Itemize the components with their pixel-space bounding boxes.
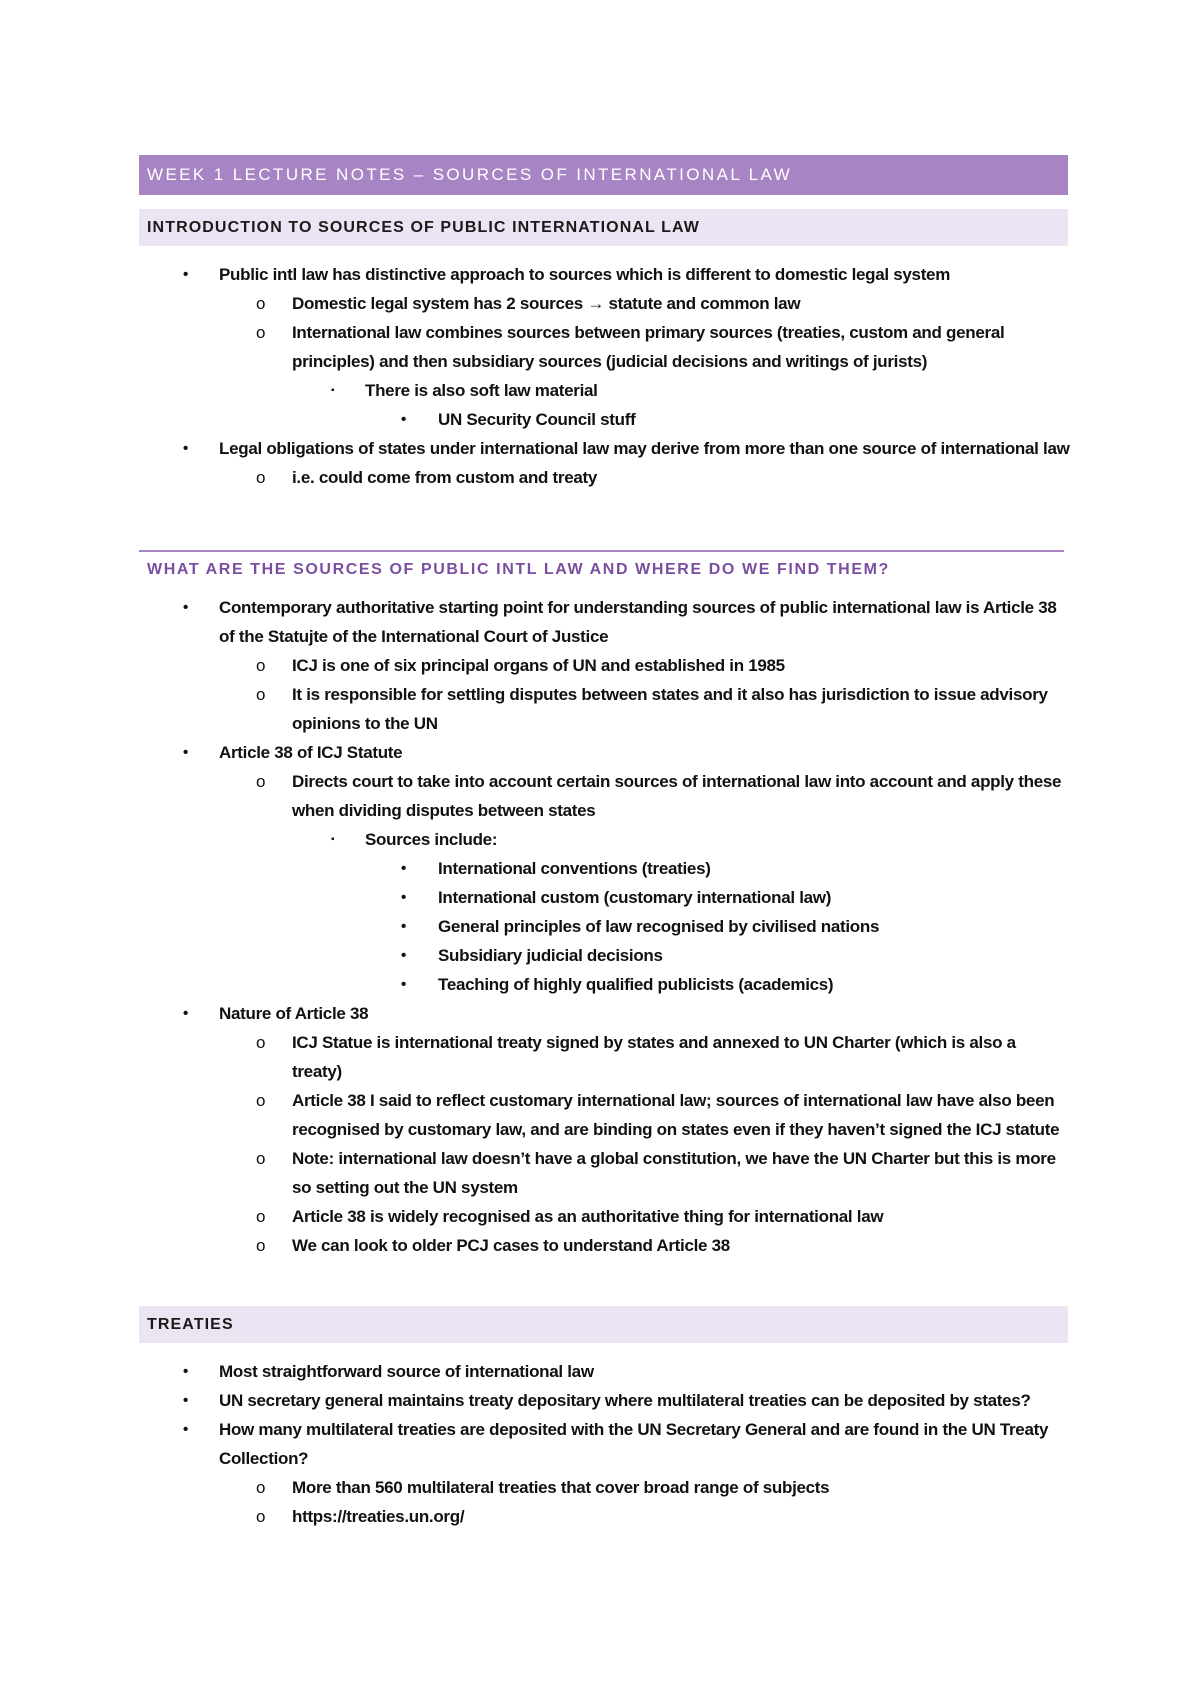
circle-bullet-icon: o — [256, 294, 266, 313]
list-item — [0, 1144, 1200, 1202]
list-item — [0, 1086, 1200, 1144]
list-item — [0, 738, 1200, 767]
list-item-text: We can look to older PCJ cases to understand Article 38 — [292, 1236, 730, 1255]
list-item — [0, 651, 1200, 680]
disc-bullet-icon: • — [401, 947, 406, 964]
circle-bullet-icon: o — [256, 1478, 266, 1497]
list-item-text: Contemporary authoritative starting point for understanding sources of public international law is Article 38 of the Statujte of the International Court of Justice — [219, 598, 1057, 646]
disc-bullet-icon: • — [183, 744, 188, 761]
list-item-text: https://treaties.un.org/ — [292, 1507, 465, 1526]
list-item — [0, 767, 1200, 825]
circle-bullet-icon: o — [256, 1149, 266, 1168]
list-item-text: International custom (customary international law) — [438, 888, 832, 907]
list-item — [0, 260, 1200, 289]
list-item — [0, 999, 1200, 1028]
list-item-text: Subsidiary judicial decisions — [438, 946, 663, 965]
section-list — [0, 593, 1200, 1260]
circle-bullet-icon: o — [256, 1033, 266, 1052]
list-item-text: Article 38 I said to reflect customary international law; sources of international law have also been recognised by customary law, and are binding on states even if they haven’t signed the ICJ statute — [292, 1091, 1060, 1139]
list-item-text: Article 38 of ICJ Statute — [219, 743, 403, 762]
list-item-text: General principles of law recognised by civilised nations — [438, 917, 880, 936]
list-item — [0, 318, 1200, 376]
disc-bullet-icon: • — [183, 1392, 188, 1409]
circle-bullet-icon: o — [256, 323, 266, 342]
list-item-text: i.e. could come from custom and treaty — [292, 468, 598, 487]
list-item — [0, 289, 1200, 318]
list-item — [0, 1231, 1200, 1260]
list-item-text: Article 38 is widely recognised as an authoritative thing for international law — [292, 1207, 884, 1226]
list-item-text: ICJ Statue is international treaty signed by states and annexed to UN Charter (which is also a treaty) — [292, 1033, 1016, 1081]
list-item-text: Public intl law has distinctive approach to sources which is different to domestic legal system — [219, 265, 951, 284]
list-item — [0, 405, 1200, 434]
disc-bullet-icon: • — [183, 1421, 188, 1438]
disc-bullet-icon: • — [183, 1005, 188, 1022]
circle-bullet-icon: o — [256, 1207, 266, 1226]
disc-bullet-icon: • — [401, 411, 406, 428]
list-item — [0, 1473, 1200, 1502]
circle-bullet-icon: o — [256, 468, 266, 487]
list-item — [0, 1502, 1200, 1531]
disc-bullet-icon: • — [183, 266, 188, 283]
list-item — [0, 593, 1200, 651]
list-item-text: International law combines sources between primary sources (treaties, custom and general principles) and then subsidiary sources (judicial decisions and writings of jurists) — [292, 323, 1005, 371]
list-item — [0, 463, 1200, 492]
list-item-text: Directs court to take into account certain sources of international law into account and apply these when dividing disputes between states — [292, 772, 1062, 820]
circle-bullet-icon: o — [256, 772, 266, 791]
list-item — [0, 1415, 1200, 1473]
section-heading-introduction: INTRODUCTION TO SOURCES OF PUBLIC INTERNATIONAL LAW — [139, 209, 1068, 246]
disc-bullet-icon: • — [183, 440, 188, 457]
section-heading-sources: WHAT ARE THE SOURCES OF PUBLIC INTL LAW AND WHERE DO WE FIND THEM? — [139, 550, 1064, 586]
circle-bullet-icon: o — [256, 1507, 266, 1526]
list-item-text: More than 560 multilateral treaties that cover broad range of subjects — [292, 1478, 830, 1497]
disc-bullet-icon: • — [401, 889, 406, 906]
list-item-text: It is responsible for settling disputes between states and it also has jurisdiction to issue advisory opinions to the UN — [292, 685, 1048, 733]
list-item-text: UN secretary general maintains treaty depositary where multilateral treaties can be deposited by states? — [219, 1391, 1031, 1410]
list-item-text: Most straightforward source of international law — [219, 1362, 594, 1381]
list-item — [0, 1028, 1200, 1086]
list-item — [0, 376, 1200, 405]
list-item — [0, 1202, 1200, 1231]
list-item — [0, 1357, 1200, 1386]
list-item — [0, 970, 1200, 999]
list-item-text: UN Security Council stuff — [438, 410, 636, 429]
circle-bullet-icon: o — [256, 1091, 266, 1110]
list-item — [0, 912, 1200, 941]
disc-bullet-icon: • — [183, 1363, 188, 1380]
section-list — [0, 1357, 1200, 1531]
section-heading-treaties: TREATIES — [139, 1306, 1068, 1343]
square-bullet-icon: ▪ — [331, 385, 335, 396]
list-item-text: There is also soft law material — [365, 381, 598, 400]
disc-bullet-icon: • — [401, 918, 406, 935]
list-item-text: Sources include: — [365, 830, 498, 849]
section-list — [0, 260, 1200, 492]
disc-bullet-icon: • — [183, 599, 188, 616]
list-item-text: Domestic legal system has 2 sources → statute and common law — [292, 294, 801, 313]
list-item — [0, 883, 1200, 912]
list-item-text: Note: international law doesn’t have a global constitution, we have the UN Charter but this is more so setting out the UN system — [292, 1149, 1056, 1197]
circle-bullet-icon: o — [256, 1236, 266, 1255]
list-item-text: Teaching of highly qualified publicists (academics) — [438, 975, 834, 994]
list-item — [0, 1386, 1200, 1415]
disc-bullet-icon: • — [401, 976, 406, 993]
square-bullet-icon: ▪ — [331, 834, 335, 845]
list-item-text: Nature of Article 38 — [219, 1004, 369, 1023]
list-item — [0, 941, 1200, 970]
disc-bullet-icon: • — [401, 860, 406, 877]
document-title: WEEK 1 LECTURE NOTES – SOURCES OF INTERNATIONAL LAW — [139, 155, 1068, 195]
list-item — [0, 434, 1200, 463]
list-item-text: International conventions (treaties) — [438, 859, 711, 878]
list-item-text: How many multilateral treaties are deposited with the UN Secretary General and are found in the UN Treaty Collection? — [219, 1420, 1049, 1468]
list-item-text: ICJ is one of six principal organs of UN and established in 1985 — [292, 656, 785, 675]
circle-bullet-icon: o — [256, 656, 266, 675]
list-item-text: Legal obligations of states under international law may derive from more than one source of international law — [219, 439, 1070, 458]
list-item — [0, 854, 1200, 883]
list-item — [0, 825, 1200, 854]
list-item — [0, 680, 1200, 738]
circle-bullet-icon: o — [256, 685, 266, 704]
